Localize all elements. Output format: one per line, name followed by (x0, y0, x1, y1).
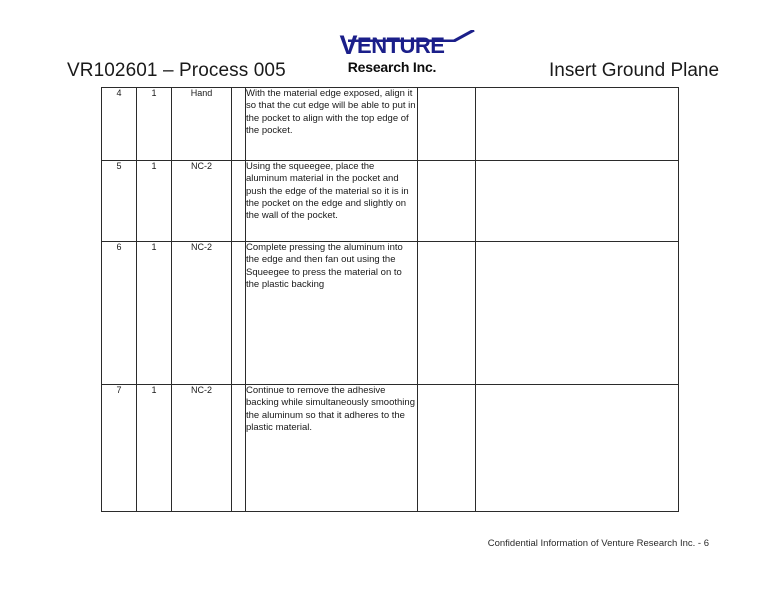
cell-image (476, 242, 679, 385)
logo-letters-rest: ENTURE (357, 33, 445, 58)
cell-description: With the material edge exposed, align it so that the cut edge will be able to put in the pocket to align with the top edge of the pocket. (246, 88, 418, 161)
cell-qty: 1 (137, 385, 172, 512)
table-row (102, 385, 679, 512)
page-title: VR102601 – Process 005 (67, 60, 286, 81)
table-row (102, 242, 679, 385)
cell-blank-b (418, 161, 476, 242)
cell-qty: 1 (137, 88, 172, 161)
cell-description: Using the squeegee, place the aluminum material in the pocket and push the edge of the material so it is in the pocket on the edge and slightly on the wall of the pocket. (246, 161, 418, 242)
cell-step: 4 (102, 88, 137, 161)
cell-step: 5 (102, 161, 137, 242)
table-row (102, 88, 679, 161)
cell-description: Continue to remove the adhesive backing while simultaneously smoothing the aluminum so that it adheres to the plastic material. (246, 385, 418, 512)
cell-image (476, 161, 679, 242)
cell-step: 6 (102, 242, 137, 385)
cell-description: Complete pressing the aluminum into the edge and then fan out using the Squeegee to press the material on to the plastic backing (246, 242, 418, 385)
page-subject: Insert Ground Plane (549, 60, 720, 81)
cell-blank-a (232, 385, 246, 512)
cell-qty: 1 (137, 242, 172, 385)
cell-image (476, 88, 679, 161)
cell-blank-b (418, 88, 476, 161)
cell-tool: NC-2 (172, 385, 232, 512)
cell-blank-a (232, 242, 246, 385)
venture-research-logo (322, 30, 462, 78)
process-steps-table (101, 87, 679, 512)
cell-blank-b (418, 242, 476, 385)
logo-subtitle: Research Inc. (347, 59, 437, 75)
logo-wordmark (339, 30, 445, 60)
table-row (102, 161, 679, 242)
cell-tool: Hand (172, 88, 232, 161)
logo-letter-v: V (339, 30, 358, 60)
footer-confidential-notice: Confidential Information of Venture Research Inc. - 6 (487, 538, 709, 549)
cell-tool: NC-2 (172, 161, 232, 242)
cell-blank-a (232, 161, 246, 242)
cell-tool: NC-2 (172, 242, 232, 385)
cell-blank-b (418, 385, 476, 512)
cell-qty: 1 (137, 161, 172, 242)
cell-blank-a (232, 88, 246, 161)
cell-step: 7 (102, 385, 137, 512)
cell-image (476, 385, 679, 512)
